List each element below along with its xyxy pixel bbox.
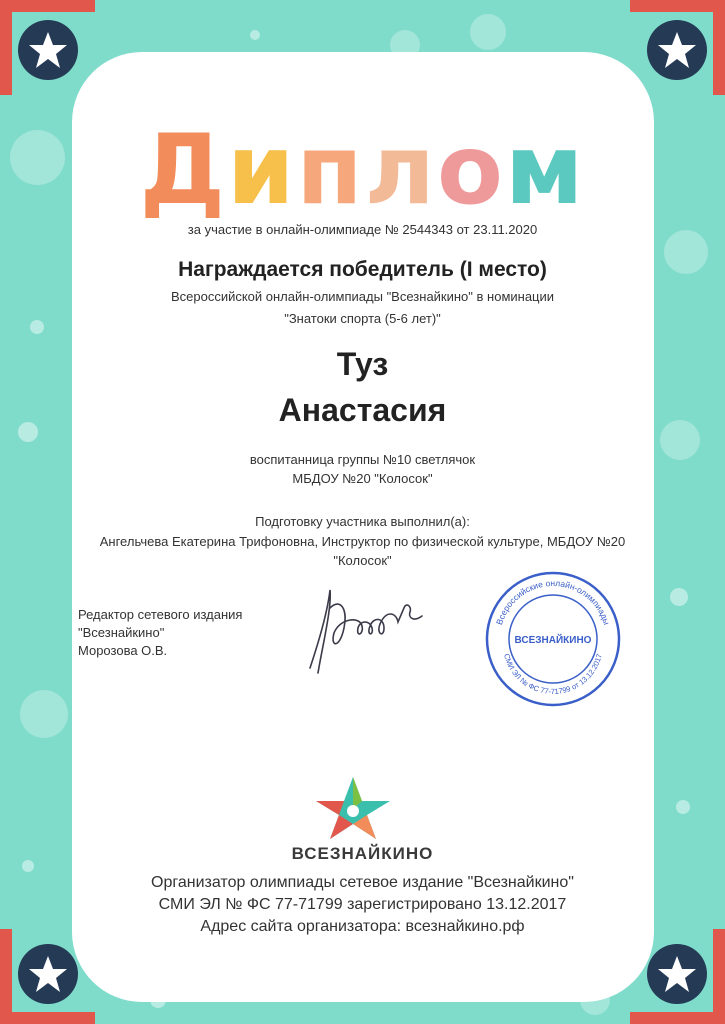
stamp-ring-bottom: СМИ ЭЛ № ФС 77-71799 от 13.12.2017 bbox=[502, 652, 604, 696]
background-dot bbox=[20, 690, 68, 738]
star-corner-icon bbox=[625, 0, 725, 100]
star-logo-icon bbox=[314, 775, 392, 846]
olympiad-text: Всероссийской онлайн-олимпиады "Всезнайкино" в номинации bbox=[170, 289, 555, 304]
winner-first-name: Анастасия bbox=[278, 392, 447, 428]
stamp-center-text: ВСЕЗНАЙКИНО bbox=[514, 635, 592, 646]
nomination-text: "Знатоки спорта (5-6 лет)" bbox=[284, 311, 441, 326]
star-corner-icon bbox=[0, 924, 100, 1024]
background-dot bbox=[250, 30, 260, 40]
signature-icon bbox=[300, 578, 430, 683]
participation-text: за участие в онлайн-олимпиаде № 2544343 от 23.11.2020 bbox=[187, 222, 538, 237]
title-letter: о bbox=[436, 114, 505, 226]
svg-text:Всероссийские онлайн-олимпиады bbox=[494, 578, 612, 626]
title-letter: п bbox=[296, 114, 365, 226]
website-text: Адрес сайта организатора: всезнайкино.рф bbox=[200, 918, 525, 935]
editor-block bbox=[78, 606, 242, 660]
brand-name: ВСЕЗНАЙКИНО bbox=[291, 844, 434, 863]
teacher-org-text: "Колосок" bbox=[333, 553, 392, 568]
group-text: воспитанница группы №10 светлячок bbox=[249, 452, 476, 467]
editor-name: Морозова О.В. bbox=[78, 643, 168, 658]
award-heading: Награждается победитель (I место) bbox=[178, 258, 547, 281]
diploma-title bbox=[0, 114, 725, 226]
background-dot bbox=[470, 14, 506, 50]
stamp-ring-top: Всероссийские онлайн-олимпиады bbox=[494, 577, 612, 626]
prepared-by-label: Подготовку участника выполнил(а): bbox=[255, 514, 470, 529]
seal-stamp bbox=[484, 570, 622, 713]
organizer-text: Организатор олимпиады сетевое издание "Всезнайкино" bbox=[151, 874, 574, 891]
school-text: МБДОУ №20 "Колосок" bbox=[292, 471, 433, 486]
title-letter: л bbox=[364, 114, 437, 226]
title-letter: м bbox=[504, 114, 586, 226]
svg-text:СМИ ЭЛ № ФС 77-71799 от 13.12. bbox=[502, 653, 604, 696]
star-corner-icon bbox=[625, 924, 725, 1024]
teacher-text: Ангельчева Екатерина Трифоновна, Инструктор по физической культуре, МБДОУ №20 bbox=[99, 534, 626, 549]
title-letter: Д bbox=[139, 114, 228, 226]
editor-line: "Всезнайкино" bbox=[78, 625, 165, 640]
registration-text: СМИ ЭЛ № ФС 77-71799 зарегистрировано 13.12.2017 bbox=[158, 896, 567, 913]
background-dot bbox=[670, 588, 688, 606]
background-dot bbox=[676, 800, 690, 814]
star-corner-icon bbox=[0, 0, 100, 100]
winner-surname: Туз bbox=[336, 346, 389, 382]
title-letter: и bbox=[227, 114, 297, 226]
editor-line: Редактор сетевого издания bbox=[78, 607, 243, 622]
